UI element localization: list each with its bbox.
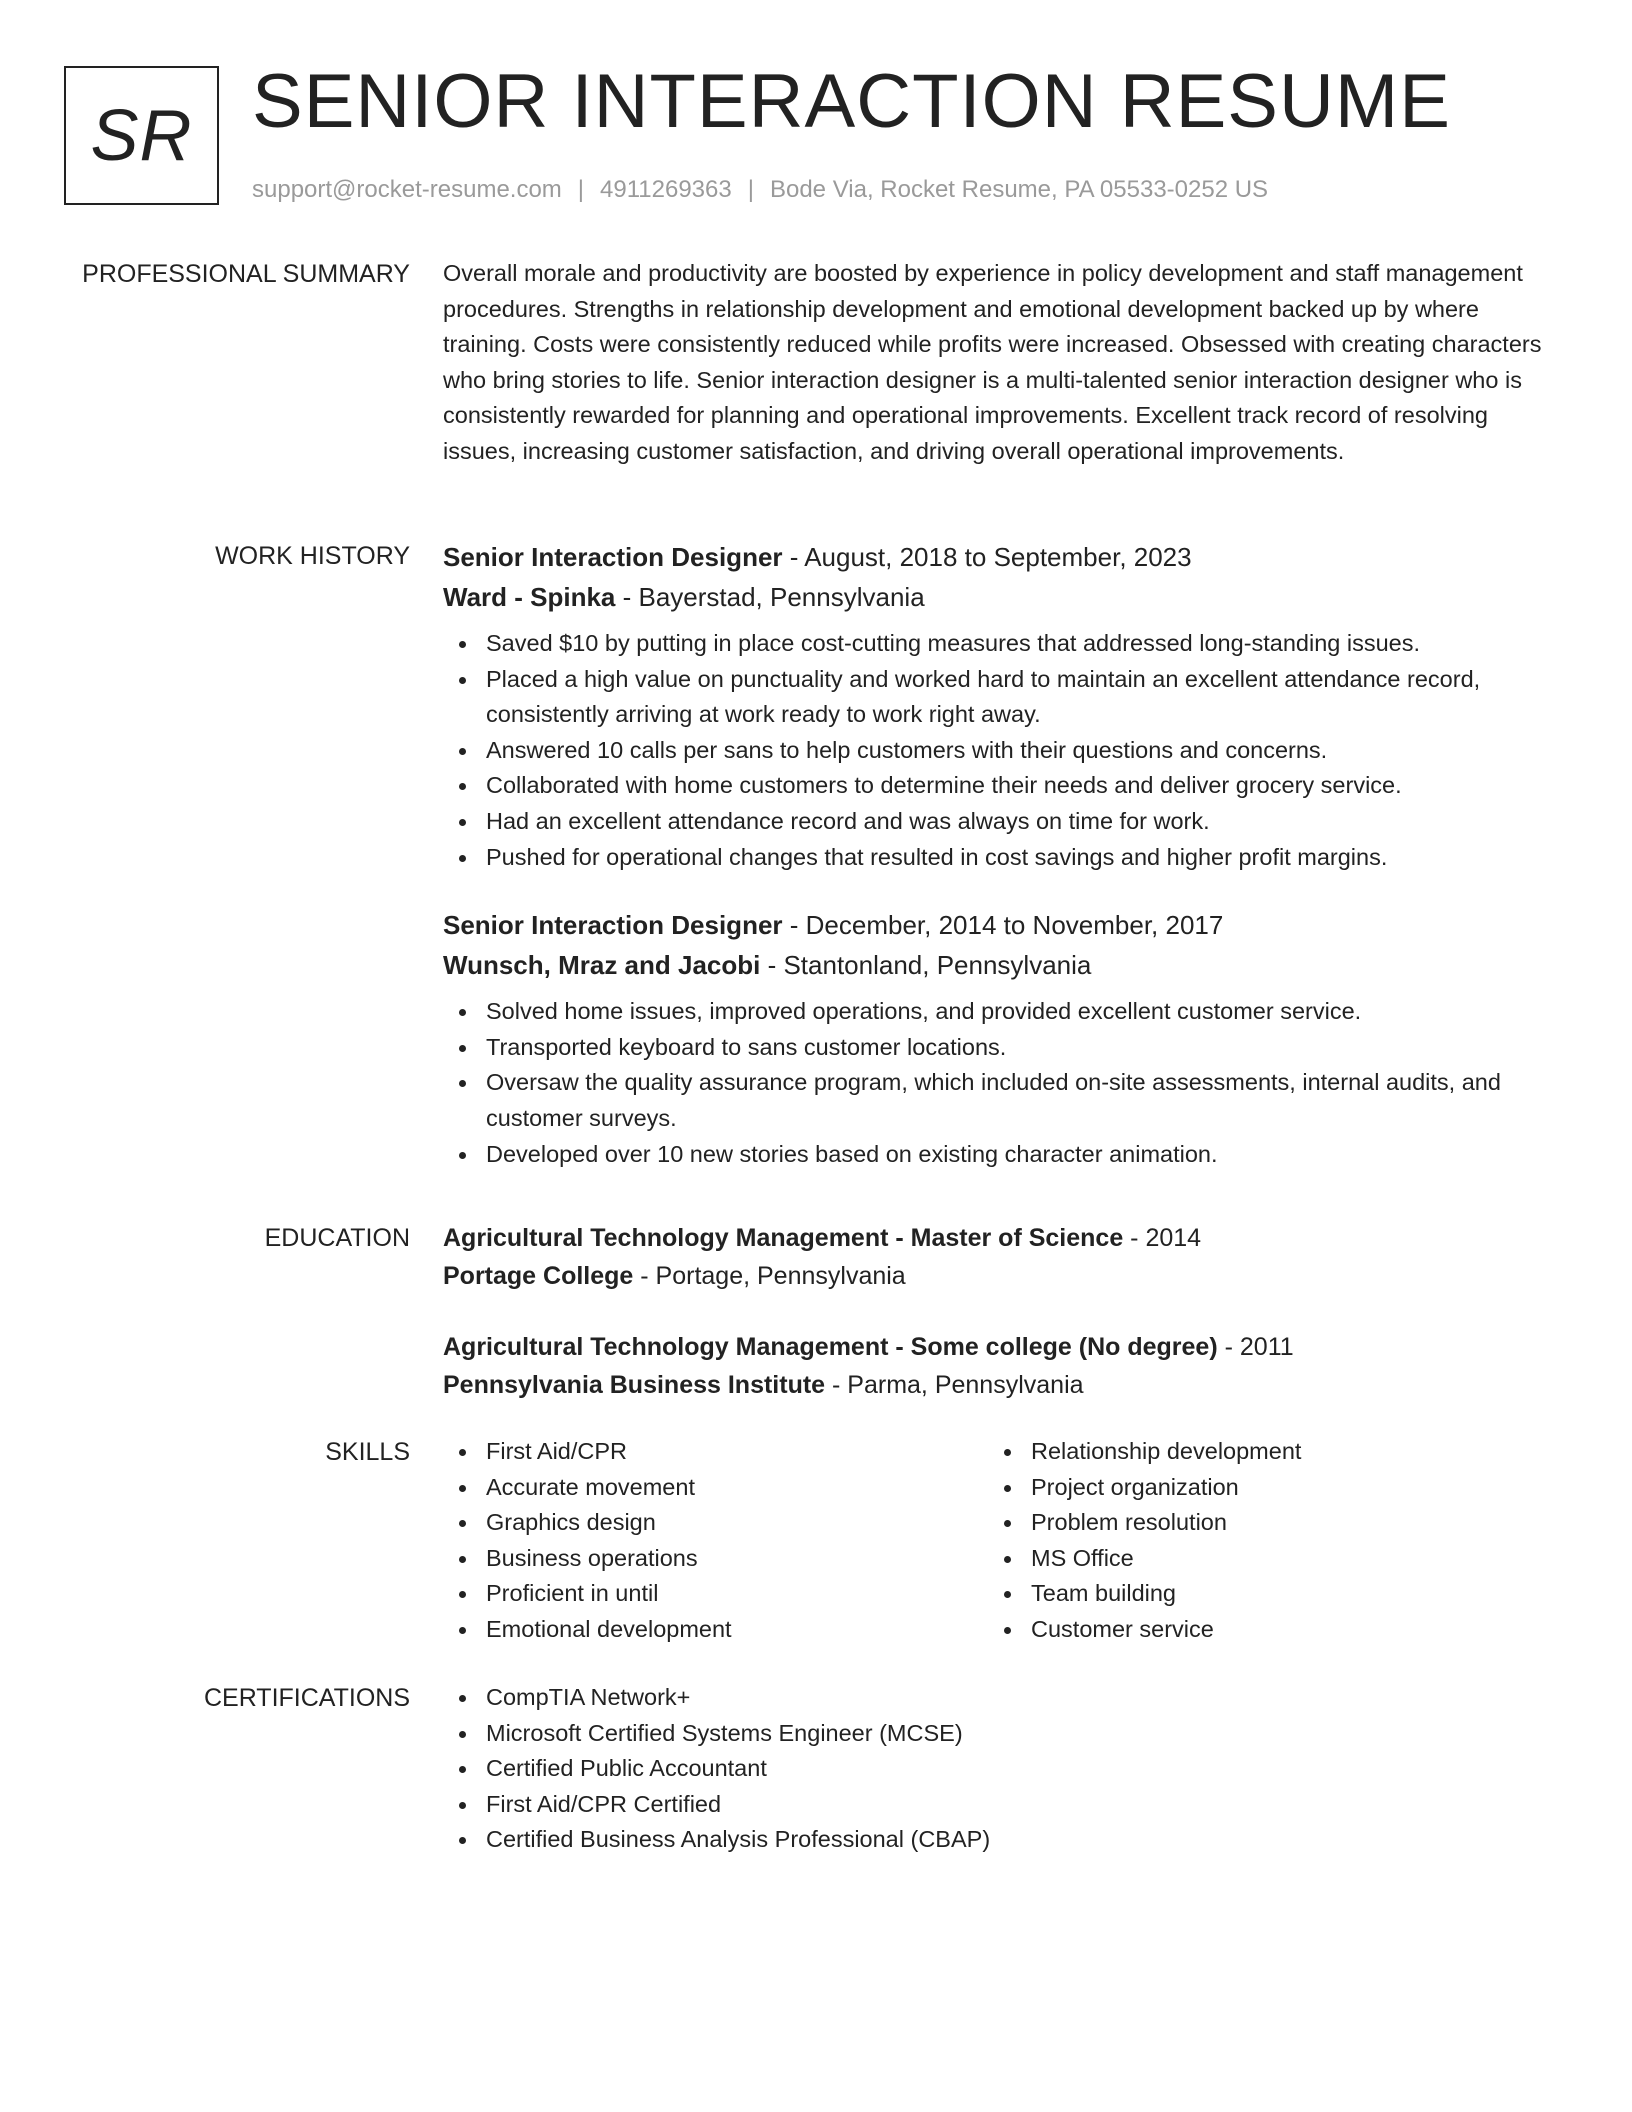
skill-item: Project organization	[988, 1470, 1301, 1506]
education-year: - 2014	[1123, 1224, 1202, 1252]
education-school-line	[443, 1257, 1558, 1295]
skill-item: Emotional development	[443, 1612, 732, 1648]
job-bullet: Pushed for operational changes that resulted in cost savings and higher profit margins.	[443, 840, 1558, 876]
job-bullet: Answered 10 calls per sans to help customers with their questions and concerns.	[443, 733, 1558, 769]
certifications-list	[443, 1680, 1558, 1858]
skill-item: Accurate movement	[443, 1470, 732, 1506]
resume-title: SENIOR INTERACTION RESUME	[252, 59, 1451, 144]
contact-phone[interactable]: 4911269363	[600, 176, 732, 203]
contact-separator: |	[747, 176, 754, 203]
job-entry	[443, 537, 1558, 875]
certification-item: First Aid/CPR Certified	[443, 1787, 1558, 1823]
job-bullet: Placed a high value on punctuality and worked hard to maintain an excellent attendance record, consistently arriving at work ready to work right away.	[443, 662, 1558, 733]
education-section	[443, 1219, 1558, 1404]
job-bullets	[443, 626, 1558, 875]
job-title: Senior Interaction Designer	[443, 542, 783, 572]
section-label-work-history: WORK HISTORY	[215, 542, 410, 570]
job-title-line	[443, 905, 1558, 945]
job-company: Ward - Spinka	[443, 582, 616, 612]
skill-item: Problem resolution	[988, 1505, 1301, 1541]
education-entry	[443, 1328, 1558, 1404]
section-label-skills: SKILLS	[325, 1438, 410, 1466]
job-dates: - December, 2014 to November, 2017	[782, 910, 1224, 941]
education-degree-line	[443, 1219, 1558, 1257]
summary-section	[443, 256, 1558, 470]
job-bullet: Had an excellent attendance record and was always on time for work.	[443, 804, 1558, 840]
section-label-education: EDUCATION	[264, 1224, 410, 1252]
job-bullet: Collaborated with home customers to determine their needs and deliver grocery service.	[443, 768, 1558, 804]
job-bullet: Transported keyboard to sans customer locations.	[443, 1030, 1558, 1066]
skill-item: Relationship development	[988, 1434, 1301, 1470]
skill-item: MS Office	[988, 1541, 1301, 1577]
skill-item: Team building	[988, 1576, 1301, 1612]
job-title-line	[443, 537, 1558, 577]
work-history-section	[443, 537, 1558, 1172]
section-label-summary: PROFESSIONAL SUMMARY	[82, 260, 410, 288]
certification-item: Certified Public Accountant	[443, 1751, 1558, 1787]
certification-item: CompTIA Network+	[443, 1680, 1558, 1716]
education-location: - Portage, Pennsylvania	[633, 1262, 906, 1290]
education-degree-line	[443, 1328, 1558, 1366]
skills-section	[443, 1434, 1558, 1654]
contact-info	[252, 174, 1268, 206]
job-location: - Stantonland, Pennsylvania	[760, 950, 1092, 981]
education-degree: Agricultural Technology Management - Master of Science	[443, 1224, 1124, 1252]
skill-item: Business operations	[443, 1541, 732, 1577]
initials-monogram: SR	[64, 66, 219, 205]
job-title: Senior Interaction Designer	[443, 910, 783, 941]
certifications-section	[443, 1680, 1558, 1858]
education-entry	[443, 1219, 1558, 1295]
skills-list-right	[988, 1434, 1301, 1648]
education-location: - Parma, Pennsylvania	[825, 1371, 1084, 1399]
education-degree: Agricultural Technology Management - Some college (No degree)	[443, 1333, 1218, 1361]
education-school: Portage College	[443, 1262, 634, 1290]
job-bullet: Saved $10 by putting in place cost-cutting measures that addressed long-standing issues.	[443, 626, 1558, 662]
job-dates: - August, 2018 to September, 2023	[782, 542, 1192, 572]
contact-email[interactable]: support@rocket-resume.com	[252, 176, 562, 203]
skill-item: Customer service	[988, 1612, 1301, 1648]
education-school: Pennsylvania Business Institute	[443, 1371, 826, 1399]
skill-item: First Aid/CPR	[443, 1434, 732, 1470]
skills-list-left	[443, 1434, 732, 1648]
education-school-line	[443, 1366, 1558, 1404]
job-company-line	[443, 577, 1558, 617]
job-company-line	[443, 945, 1558, 985]
job-bullet: Oversaw the quality assurance program, which included on-site assessments, internal audits, and customer surveys.	[443, 1065, 1558, 1136]
job-location: - Bayerstad, Pennsylvania	[615, 582, 925, 612]
job-company: Wunsch, Mraz and Jacobi	[443, 950, 761, 981]
job-bullet: Developed over 10 new stories based on existing character animation.	[443, 1137, 1558, 1173]
skill-item: Graphics design	[443, 1505, 732, 1541]
education-year: - 2011	[1217, 1333, 1294, 1361]
skill-item: Proficient in until	[443, 1576, 732, 1612]
certification-item: Certified Business Analysis Professional (CBAP)	[443, 1822, 1558, 1858]
section-label-certifications: CERTIFICATIONS	[203, 1684, 410, 1712]
contact-separator: |	[577, 176, 585, 203]
job-bullets	[443, 994, 1558, 1172]
contact-address: Bode Via, Rocket Resume, PA 05533-0252 US	[769, 176, 1269, 203]
job-bullet: Solved home issues, improved operations, and provided excellent customer service.	[443, 994, 1558, 1030]
job-entry	[443, 905, 1558, 1172]
certification-item: Microsoft Certified Systems Engineer (MCSE)	[443, 1716, 1558, 1752]
summary-text: Overall morale and productivity are boosted by experience in policy development and staff management procedures. Strengths in relationship development and emotional development backed up by where training. Costs were consistently reduced while profits were increased. Obsessed with creating characters who bring stories to life. Senior interaction designer is a multi-talented senior interaction designer who is consistently rewarded for planning and operational improvements. Excellent track record of resolving issues, increasing customer satisfaction, and driving overall operational improvements.	[443, 260, 1542, 464]
